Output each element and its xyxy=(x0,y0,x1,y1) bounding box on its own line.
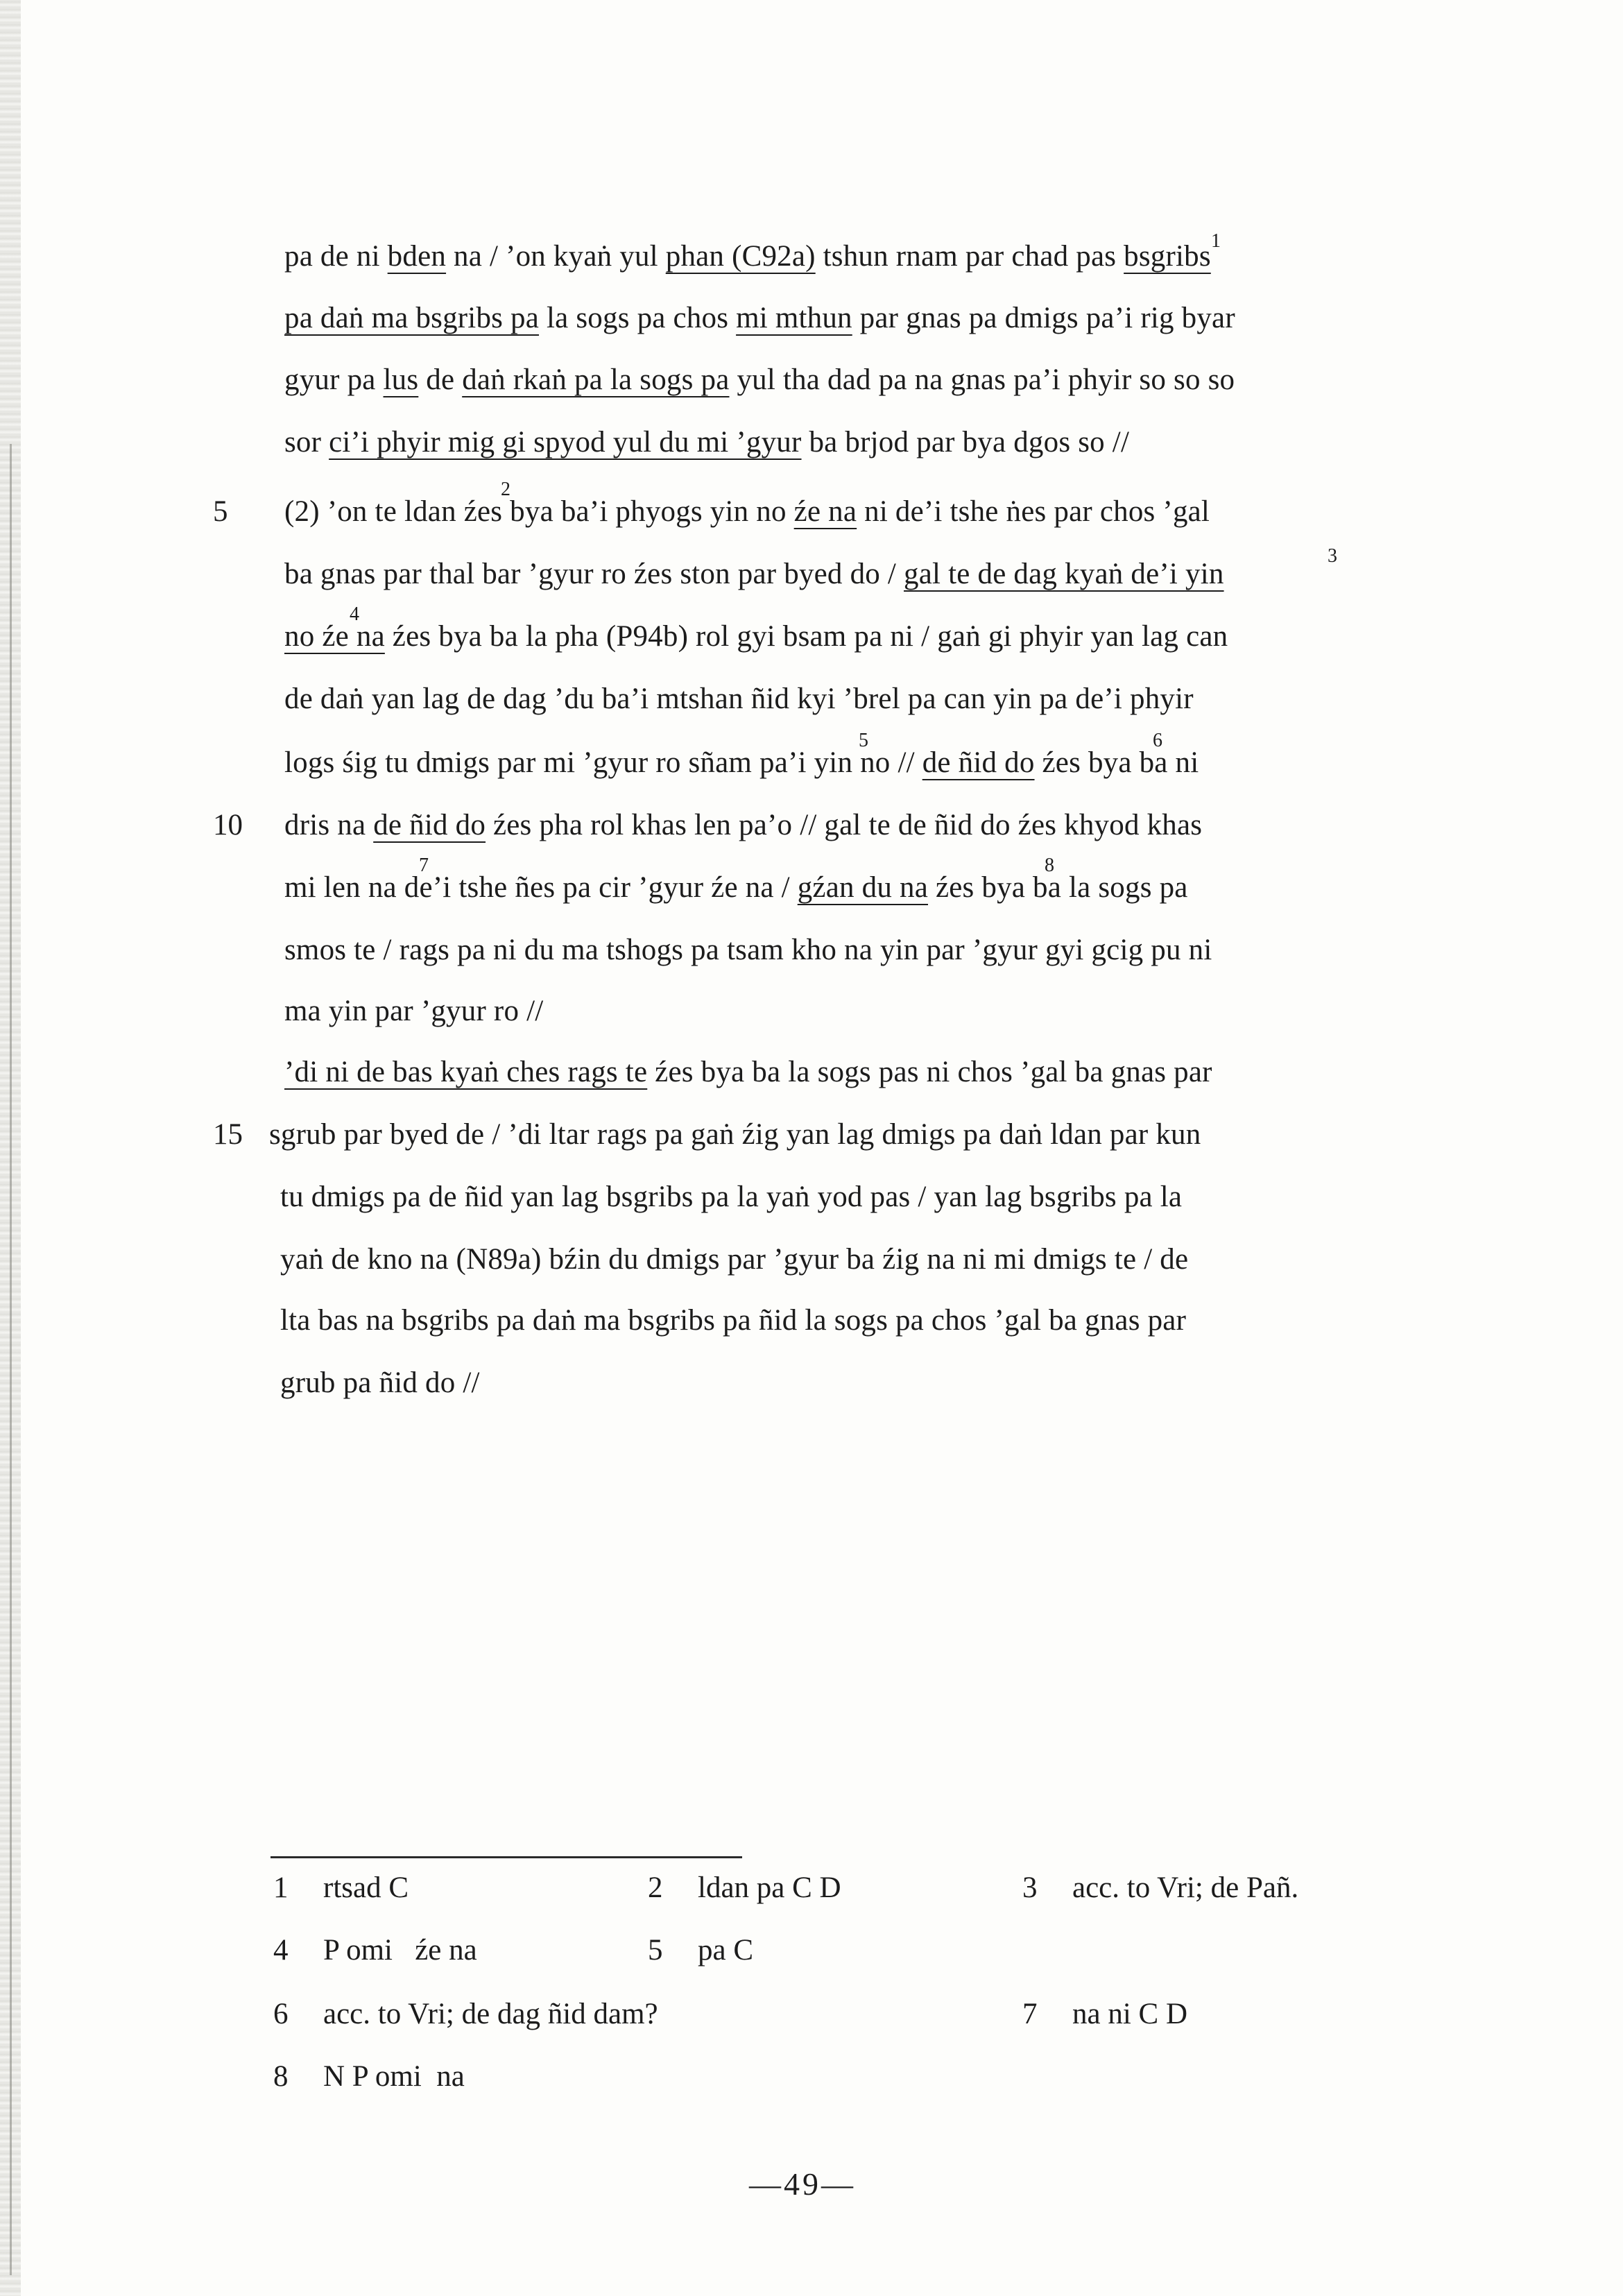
footnote-number: 6 xyxy=(273,1998,289,2030)
segment: de xyxy=(418,363,463,396)
underlined-segment: pa daṅ ma bsgribs pa xyxy=(284,302,540,334)
text-line-18 xyxy=(280,1305,1186,1335)
footnote-text: N P omi na xyxy=(323,2060,465,2093)
segment: tu dmigs pa de ñid yan lag bsgribs pa la yaṅ yod pas / yan lag bsgribs pa la xyxy=(280,1181,1183,1213)
text-line-3 xyxy=(284,365,1235,395)
text-line-11 xyxy=(284,873,1188,902)
text-line-15 xyxy=(269,1120,1201,1149)
segment: dris na xyxy=(284,809,374,841)
footnote-number: 1 xyxy=(273,1871,289,1904)
footnote-6 xyxy=(273,1999,658,2029)
footnote-number: 8 xyxy=(273,2060,289,2093)
segment: ma yin par ’gyur ro // xyxy=(284,995,544,1027)
underlined-segment: lus xyxy=(383,363,419,396)
segment: grub pa ñid do // xyxy=(280,1367,480,1399)
text-line-2 xyxy=(284,303,1235,333)
footnote-2 xyxy=(648,1873,841,1903)
segment: ba gnas par thal bar ’gyur ro źes ston par byed do / xyxy=(284,558,904,590)
segment: źes bya ba la sogs pas ni chos ’gal ba gnas par xyxy=(647,1056,1212,1088)
footnote-1 xyxy=(273,1873,409,1903)
note-mark-8: 8 xyxy=(1045,855,1054,876)
text-line-13 xyxy=(284,996,543,1026)
footnote-text: ldan pa C D xyxy=(698,1871,841,1904)
underlined-segment: de ñid do xyxy=(373,809,486,841)
segment: pa de ni xyxy=(284,240,388,273)
segment: mi len na de’i tshe ñes pa cir ’gyur źe na / xyxy=(284,871,798,904)
segment: lta bas na bsgribs pa daṅ ma bsgribs pa ñid la sogs pa chos ’gal ba gnas par xyxy=(280,1304,1187,1337)
footnote-text: acc. to Vri; de dag ñid dam? xyxy=(323,1998,658,2030)
footnote-text: P omi źe na xyxy=(323,1934,477,1967)
segment: źes bya ba ni xyxy=(1034,746,1199,779)
footnote-rule xyxy=(270,1856,742,1858)
note-mark-5: 5 xyxy=(859,730,868,751)
footnote-5 xyxy=(648,1935,753,1965)
segment: gyur pa xyxy=(284,363,384,396)
segment: ba brjod par bya dgos so // xyxy=(801,426,1130,459)
footnote-number: 7 xyxy=(1022,1998,1038,2030)
segment: źes pha rol khas len pa’o // gal te de ñid do źes khyod khas xyxy=(486,809,1203,841)
footnote-number: 2 xyxy=(648,1871,663,1904)
text-line-1 xyxy=(284,241,1211,271)
segment: źes bya ba la pha (P94b) rol gyi bsam pa ni / gaṅ gi phyir yan lag can xyxy=(384,620,1228,653)
footnote-text: na ni C D xyxy=(1072,1998,1188,2030)
underlined-segment: bden xyxy=(387,240,447,273)
footnote-text: rtsad C xyxy=(323,1871,409,1904)
footnote-4 xyxy=(273,1935,477,1965)
text-line-14 xyxy=(284,1057,1212,1087)
text-line-6 xyxy=(284,559,1224,589)
text-line-16 xyxy=(280,1182,1182,1212)
line-number-5: 5 xyxy=(213,495,228,528)
underlined-segment: ci’i phyir mig gi spyod yul du mi ’gyur xyxy=(329,426,802,459)
footnote-text: acc. to Vri; de Pañ. xyxy=(1072,1871,1299,1904)
segment: smos te / rags pa ni du ma tshogs pa tsam kho na yin par ’gyur gyi gcig pu ni xyxy=(284,934,1212,966)
note-mark-4: 4 xyxy=(350,603,359,625)
note-mark-3: 3 xyxy=(1328,545,1337,567)
text-line-9 xyxy=(284,748,1199,778)
text-line-5 xyxy=(284,497,1210,526)
underlined-segment: ’di ni de bas kyaṅ ches rags te xyxy=(284,1056,648,1088)
underlined-segment: mi mthun xyxy=(736,302,852,334)
text-line-4 xyxy=(284,427,1129,457)
text-line-17 xyxy=(280,1244,1188,1274)
underlined-segment: daṅ rkaṅ pa la sogs pa xyxy=(462,363,730,396)
line-number-15: 15 xyxy=(213,1118,243,1151)
underlined-segment: bsgribs xyxy=(1124,240,1211,273)
footnote-number: 3 xyxy=(1022,1871,1038,1904)
segment: par gnas pa dmigs pa’i rig byar xyxy=(852,302,1235,334)
footnote-7 xyxy=(1022,1999,1187,2029)
segment: yaṅ de kno na (N89a) bźin du dmigs par ’gyur ba źig na ni mi dmigs te / de xyxy=(280,1243,1189,1276)
footnote-number: 5 xyxy=(648,1934,663,1967)
underlined-segment: de ñid do xyxy=(922,746,1035,779)
footnote-number: 4 xyxy=(273,1934,289,1967)
segment: yul tha dad pa na gnas pa’i phyir so so so xyxy=(729,363,1235,396)
underlined-segment: phan (C92a) xyxy=(665,240,816,273)
segment: (2) ’on te ldan źes bya ba’i phyogs yin no xyxy=(284,495,794,528)
underlined-segment: źe na xyxy=(793,495,857,528)
note-mark-1: 1 xyxy=(1211,230,1221,252)
note-mark-2: 2 xyxy=(501,479,510,500)
text-line-12 xyxy=(284,935,1212,965)
underlined-segment: gal te de dag kyaṅ de’i yin xyxy=(904,558,1224,590)
segment: na / ’on kyaṅ yul xyxy=(446,240,666,273)
line-number-10: 10 xyxy=(213,809,243,841)
segment: sor xyxy=(284,426,329,459)
footnote-8 xyxy=(273,2062,465,2091)
segment: la sogs pa chos xyxy=(539,302,737,334)
segment: de daṅ yan lag de dag ’du ba’i mtshan ñid kyi ’brel pa can yin pa de’i phyir xyxy=(284,683,1194,715)
note-mark-6: 6 xyxy=(1153,730,1162,751)
text-line-8 xyxy=(284,684,1194,714)
text-line-19 xyxy=(280,1368,480,1398)
underlined-segment: no źe na xyxy=(284,620,385,653)
segment: źes bya ba la sogs pa xyxy=(928,871,1188,904)
segment: sgrub par byed de / ’di ltar rags pa gaṅ źig yan lag dmigs pa daṅ ldan par kun xyxy=(269,1118,1201,1151)
footnote-text: pa C xyxy=(698,1934,754,1967)
footnote-3 xyxy=(1022,1873,1298,1903)
text-line-10 xyxy=(284,810,1202,840)
segment: ni de’i tshe ṅes par chos ’gal xyxy=(857,495,1210,528)
segment: logs śig tu dmigs par mi ’gyur ro sñam pa’i yin no // xyxy=(284,746,922,779)
segment: tshun rnam par chad pas xyxy=(815,240,1124,273)
page-number: —49— xyxy=(749,2166,856,2202)
note-mark-7: 7 xyxy=(419,855,429,876)
text-line-7 xyxy=(284,622,1228,651)
underlined-segment: gźan du na xyxy=(797,871,928,904)
scan-edge-line xyxy=(10,444,12,2275)
